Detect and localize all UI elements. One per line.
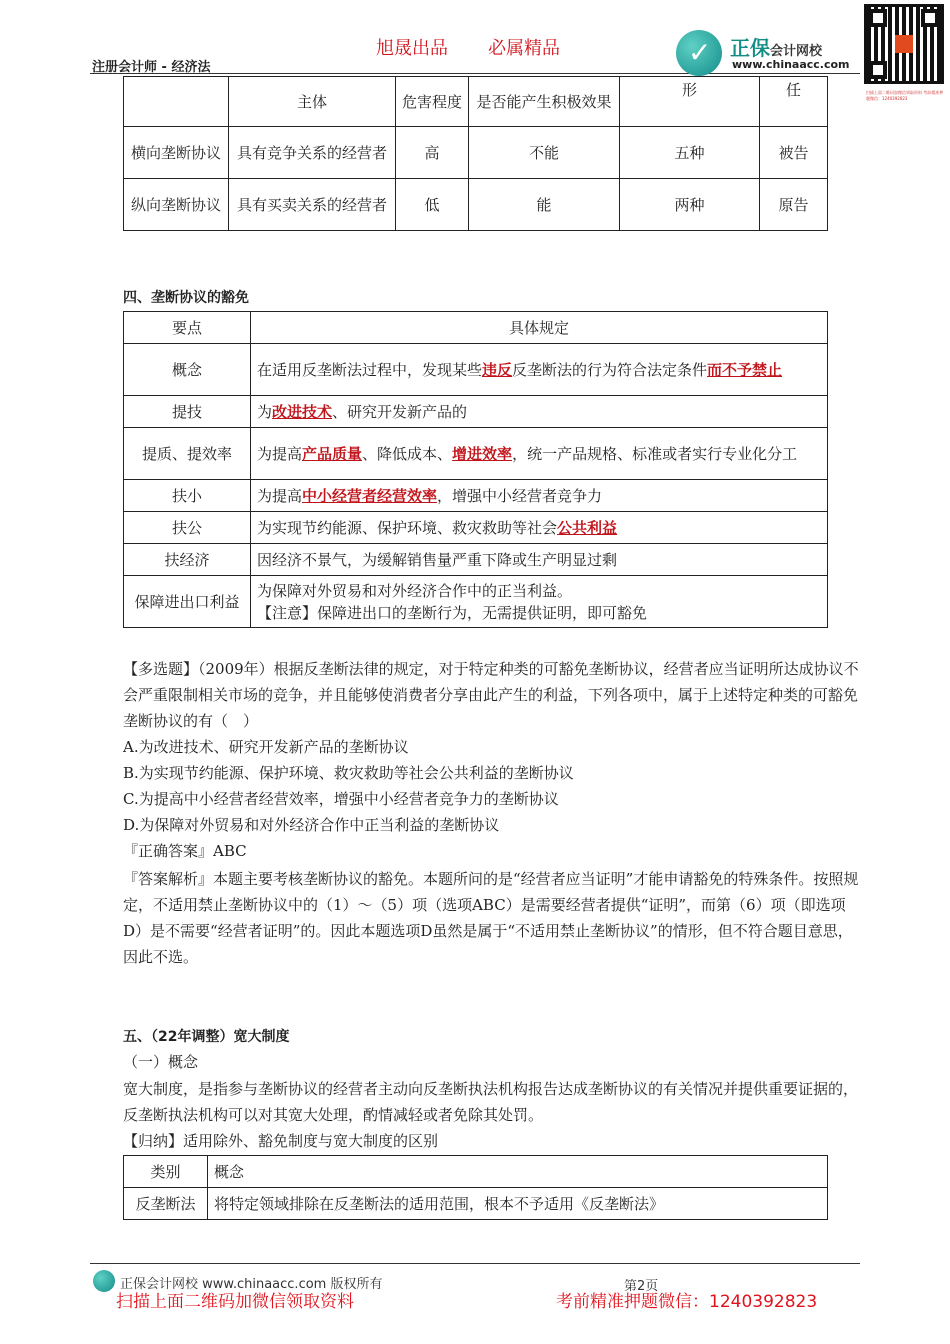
table-cell: 高 xyxy=(396,127,469,179)
table-cell xyxy=(251,480,828,512)
cell-text: 在适用反垄断法过程中，发现某些 xyxy=(257,360,483,379)
cell-text: 为提高 xyxy=(257,444,303,463)
slogan-part-1: 旭晟出品 xyxy=(376,38,448,59)
table-header-row xyxy=(124,77,828,127)
table-row xyxy=(124,396,828,428)
highlight-text: 增进效率 xyxy=(452,444,513,463)
highlight-text: 改进技术 xyxy=(272,402,333,421)
section-heading: 四、垄断协议的豁免 xyxy=(123,290,249,306)
footer-divider xyxy=(90,1263,860,1264)
header-slogan xyxy=(376,34,600,60)
table-cell: 扶小 xyxy=(124,480,251,512)
table-cell: 是否能产生积极效果 xyxy=(469,77,620,127)
paragraph: 宽大制度，是指参与垄断协议的经营者主动向反垄断执法机构报告达成垄断协议的有关情况并提供重要证据的，反垄断执法机构可以对其宽大处理，酌情减轻或者免除其处罚。 xyxy=(123,1080,859,1124)
table-cell: 要点 xyxy=(124,312,251,344)
table-row xyxy=(124,576,828,628)
footer-copyright: 正保会计网校 www.chinaacc.com 版权所有 xyxy=(120,1277,383,1292)
table-cell: 横向垄断协议 xyxy=(124,127,229,179)
system-comparison-table xyxy=(123,1155,828,1220)
table-cell: 将特定领域排除在反垄断法的适用范围，根本不予适用《反垄断法》 xyxy=(208,1188,828,1220)
table-cell: 类别 xyxy=(124,1156,208,1188)
table-cell xyxy=(251,344,828,396)
table-cell: 原告 xyxy=(760,179,828,231)
logo-suffix: 会计网校 xyxy=(770,44,823,59)
table-row xyxy=(124,480,828,512)
table-cell: 提技 xyxy=(124,396,251,428)
table-cell xyxy=(251,396,828,428)
table-cell xyxy=(251,512,828,544)
slogan-part-2: 必属精品 xyxy=(488,38,560,59)
table-cell: 五种 xyxy=(620,127,760,179)
highlight-text: 公共利益 xyxy=(557,518,618,537)
note-text: 【注意】保障进出口的垄断行为，无需提供证明，即可豁免 xyxy=(257,603,648,622)
highlight-text: 而不予禁止 xyxy=(707,360,783,379)
question-stem: 【多选题】（2009年）根据反垄断法律的规定，对于特定种类的可豁免垄断协议，经营者应当证明所达成协议不会严重限制相关市场的竞争，并且能够使消费者分享由此产生的利益，下列各项中，属于上述特定种类的可豁免垄断协议的有（ ） xyxy=(123,660,859,730)
brand-logo[interactable] xyxy=(676,30,866,76)
table-cell: 不能 xyxy=(469,127,620,179)
highlight-text: 产品质量 xyxy=(302,444,363,463)
cell-text: 为 xyxy=(257,402,273,421)
logo-text xyxy=(730,32,822,61)
cell-text: ，统一产品规格、标准或者实行专业化分工 xyxy=(512,444,798,463)
cell-text: 为保障对外贸易和对外经济合作中的正当利益。 xyxy=(257,581,573,600)
table-cell xyxy=(251,576,828,628)
cell-text: ，增强中小经营者竞争力 xyxy=(437,486,603,505)
table-cell: 保障进出口利益 xyxy=(124,576,251,628)
table-cell: 危害程度 xyxy=(396,77,469,127)
table-row xyxy=(124,344,828,396)
qr-logo xyxy=(895,35,913,53)
footer-logo-icon xyxy=(93,1270,115,1292)
table-cell: 扶公 xyxy=(124,512,251,544)
section-heading: 五、（22年调整）宽大制度 xyxy=(123,1029,290,1045)
table-row xyxy=(124,428,828,480)
course-title: 注册会计师 - 经济法 xyxy=(92,60,211,75)
answer-analysis: 『答案解析』本题主要考核垄断协议的豁免。本题所问的是“经营者应当证明”才能申请豁免的特殊条件。按照规定，不适用禁止垄断协议中的（1）～（5）项（选项ABC）是需要经营者提供“证明”，而第（6）项（即选项D）是不需要“经营者证明”的。因此本题选项D虽然是属于“不适用禁止垄断协议”的情形，但不符合题目意思，因此不选。 xyxy=(123,870,859,966)
qr-finder xyxy=(869,61,887,79)
table-row xyxy=(124,512,828,544)
cell-text: 、降低成本、 xyxy=(362,444,453,463)
table-cell: 因经济不景气，为缓解销售量严重下降或生产明显过剩 xyxy=(251,544,828,576)
table-row xyxy=(124,1188,828,1220)
table-cell xyxy=(251,428,828,480)
promo-left: 扫描上面二维码加微信领取资料 xyxy=(116,1292,354,1312)
table-header-row xyxy=(124,312,828,344)
table-cell: 概念 xyxy=(124,344,251,396)
cell-text: 、研究开发新产品的 xyxy=(332,402,468,421)
exemption-table xyxy=(123,311,828,628)
highlight-text: 中小经营者经营效率 xyxy=(302,486,438,505)
table-row xyxy=(124,179,828,231)
monopoly-agreement-comparison-table xyxy=(123,76,828,231)
qr-caption: 扫描上面二维码加微信领取资料 考前精准押题微信：1240392823 xyxy=(866,90,944,101)
table-cell: 任 xyxy=(760,77,828,127)
table-cell: 具体规定 xyxy=(251,312,828,344)
table-cell: 反垄断法 xyxy=(124,1188,208,1220)
summary-label: 【归纳】适用除外、豁免制度与宽大制度的区别 xyxy=(123,1132,439,1150)
highlight-text: 违反 xyxy=(482,360,513,379)
subsection-heading: （一）概念 xyxy=(123,1053,199,1071)
table-cell: 扶经济 xyxy=(124,544,251,576)
check-icon: ✓ xyxy=(688,36,712,69)
table-cell: 低 xyxy=(396,179,469,231)
question-option: D.为保障对外贸易和对外经济合作中正当利益的垄断协议 xyxy=(123,816,500,834)
table-cell xyxy=(124,77,229,127)
logo-url: www.chinaacc.com xyxy=(732,58,850,71)
question-option: B.为实现节约能源、保护环境、救灾救助等社会公共利益的垄断协议 xyxy=(123,764,574,782)
table-row xyxy=(124,544,828,576)
qr-finder xyxy=(869,9,887,27)
qr-finder xyxy=(921,9,939,27)
qr-code-icon[interactable] xyxy=(864,4,944,84)
promo-right: 考前精准押题微信：1240392823 xyxy=(556,1292,818,1312)
question-option: A.为改进技术、研究开发新产品的垄断协议 xyxy=(123,738,409,756)
table-cell: 具有买卖关系的经营者 xyxy=(229,179,396,231)
table-header-row xyxy=(124,1156,828,1188)
answer-text: 『正确答案』ABC xyxy=(123,842,247,860)
table-cell: 纵向垄断协议 xyxy=(124,179,229,231)
table-cell: 提质、提效率 xyxy=(124,428,251,480)
table-cell: 被告 xyxy=(760,127,828,179)
table-cell: 形 xyxy=(620,77,760,127)
table-cell: 具有竞争关系的经营者 xyxy=(229,127,396,179)
table-cell: 能 xyxy=(469,179,620,231)
table-row xyxy=(124,127,828,179)
cell-text: 为实现节约能源、保护环境、救灾救助等社会 xyxy=(257,518,558,537)
page-number: 第2页 xyxy=(624,1279,659,1294)
table-cell: 概念 xyxy=(208,1156,828,1188)
table-cell: 主体 xyxy=(229,77,396,127)
table-cell: 两种 xyxy=(620,179,760,231)
cell-text: 反垄断法的行为符合法定条件 xyxy=(512,360,708,379)
question-option: C.为提高中小经营者经营效率，增强中小经营者竞争力的垄断协议 xyxy=(123,790,559,808)
logo-name: 正保 xyxy=(730,36,770,60)
cell-text: 为提高 xyxy=(257,486,303,505)
